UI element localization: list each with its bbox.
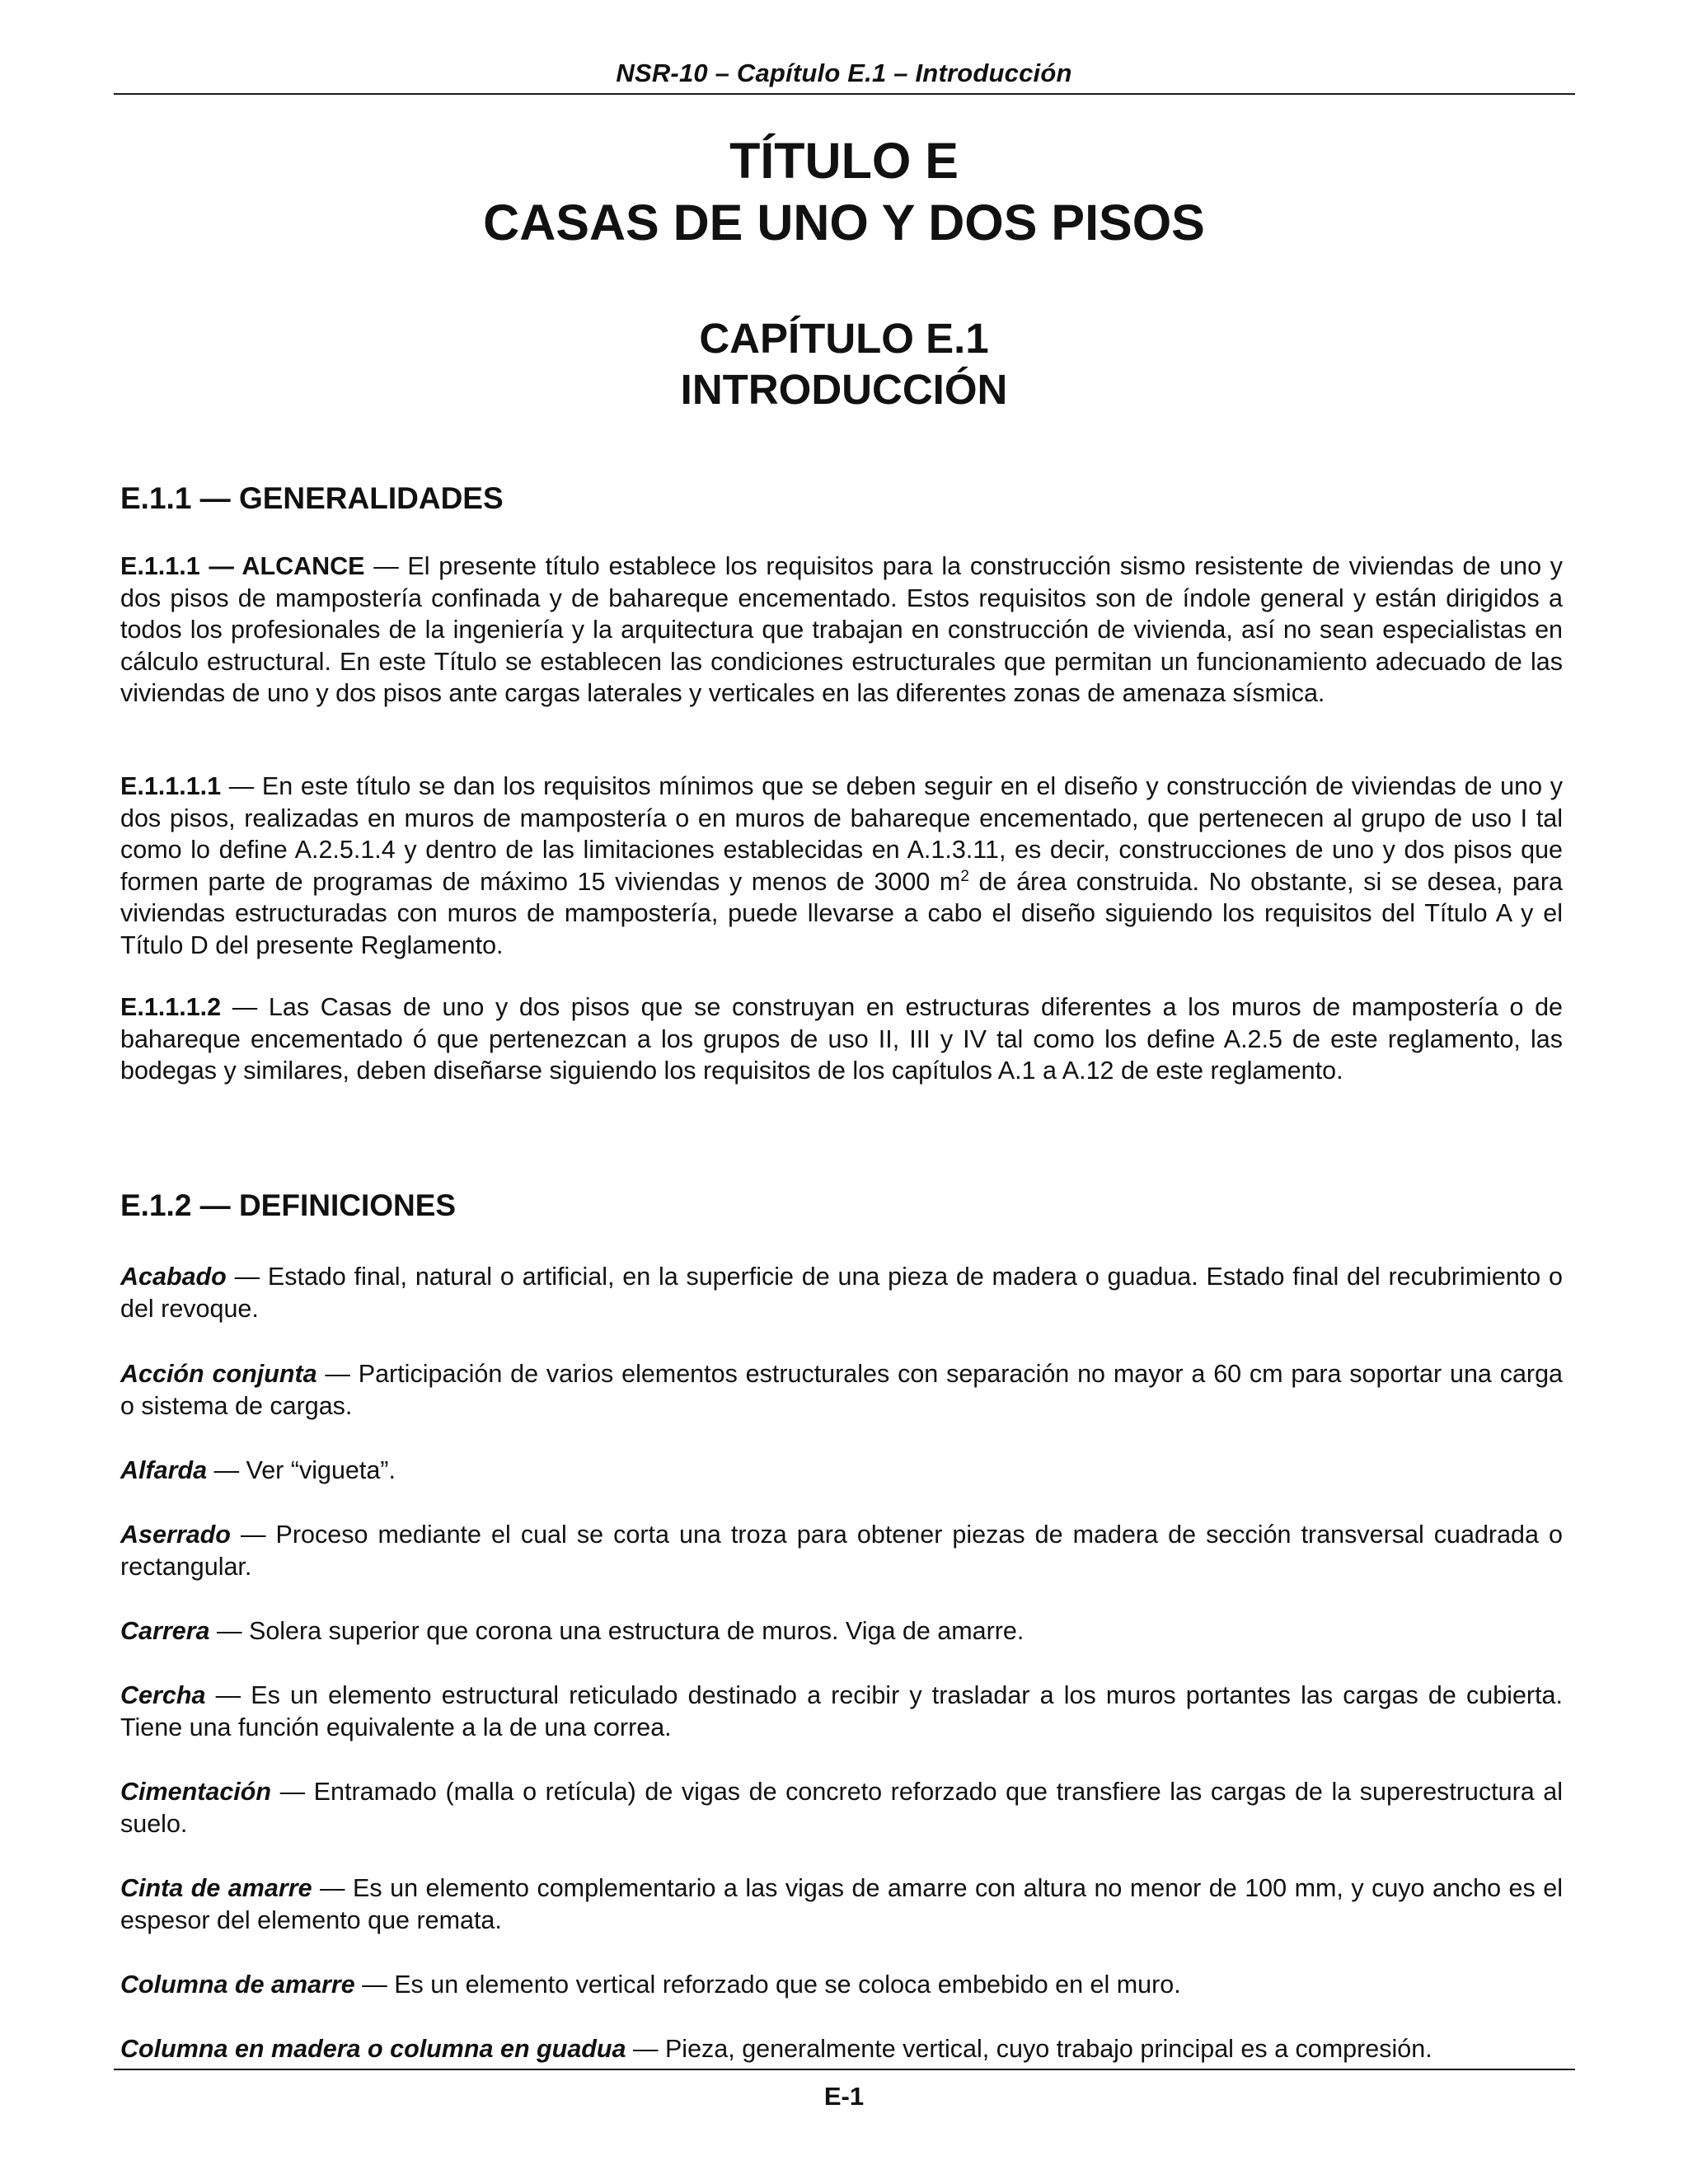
paragraph-alcance bbox=[120, 551, 1563, 710]
paragraph-text-continued: de área construida. No obstante, si se desea, para viviendas estructuradas con muros de mampostería, puede llevarse a cabo el diseño siguiendo los requisitos del Título A y el Título D del presente Reglamento. bbox=[120, 867, 1563, 959]
definition-item bbox=[120, 2033, 1563, 2065]
definition-term: Acción conjunta bbox=[120, 1360, 317, 1388]
definition-text: — Estado final, natural o artificial, en la superficie de una pieza de madera o guadua. Estado final del recubrimiento o del revoque. bbox=[120, 1263, 1563, 1323]
running-header: NSR-10 – Capítulo E.1 – Introducción bbox=[616, 59, 1072, 87]
definition-item bbox=[120, 1776, 1563, 1840]
section-heading-generalidades: E.1.1 — GENERALIDADES bbox=[120, 481, 504, 515]
paragraph-e1112 bbox=[120, 991, 1563, 1087]
definition-item bbox=[120, 1358, 1563, 1422]
definition-text: — Es un elemento estructural reticulado destinado a recibir y trasladar a los muros portantes las cargas de cubierta. Tiene una función equivalente a la de una correa. bbox=[120, 1681, 1563, 1741]
title-line-2: CASAS DE UNO Y DOS PISOS bbox=[483, 194, 1205, 251]
paragraph-text: — Las Casas de uno y dos pisos que se construyan en estructuras diferentes a los muros de mampostería o de bahareque encementado ó que pertenezcan a los grupos de uso II, III y IV tal como los define A.2.5 de este reglamento, las bodegas y similares, deben diseñarse siguiendo los requisitos de los capítulos A.1 a A.12 de este reglamento. bbox=[120, 993, 1563, 1085]
definition-item bbox=[120, 1261, 1563, 1324]
definition-term: Columna de amarre bbox=[120, 1971, 355, 1999]
definition-item bbox=[120, 1872, 1563, 1936]
definition-text: — Solera superior que corona una estructura de muros. Viga de amarre. bbox=[209, 1617, 1025, 1645]
chapter-block bbox=[0, 313, 1688, 415]
title-block bbox=[0, 130, 1688, 254]
definition-item bbox=[120, 1455, 1563, 1487]
paragraph-number: E.1.1.1 — ALCANCE bbox=[120, 552, 365, 580]
definition-text: — Participación de varios elementos estructurales con separación no mayor a 60 cm para soportar una carga o sistema de cargas. bbox=[120, 1360, 1563, 1420]
definition-term: Acabado bbox=[120, 1263, 227, 1291]
paragraph-number: E.1.1.1.1 bbox=[120, 772, 222, 800]
definition-term: Carrera bbox=[120, 1617, 210, 1645]
definition-item bbox=[120, 1969, 1563, 2001]
definition-item bbox=[120, 1615, 1563, 1647]
section-heading-definiciones: E.1.2 — DEFINICIONES bbox=[120, 1188, 457, 1222]
chapter-line-2: INTRODUCCIÓN bbox=[680, 366, 1008, 413]
definition-term: Alfarda bbox=[120, 1456, 208, 1484]
definition-item bbox=[120, 1519, 1563, 1582]
superscript: 2 bbox=[960, 867, 969, 885]
definition-item bbox=[120, 1680, 1563, 1743]
definition-term: Cimentación bbox=[120, 1778, 272, 1806]
paragraph-text: — En este título se dan los requisitos mínimos que se deben seguir en el diseño y construcción de viviendas de uno y dos pisos, realizadas en muros de mampostería o en muros de bahareque encementado, que pertenecen al grupo de uso I tal como lo define A.2.5.1.4 y dentro de las limitaciones establecidas en A.1.3.11, es decir, construcciones de uno y dos pisos que formen parte de programas de máximo 15 viviendas y menos de 3000 m bbox=[120, 772, 1563, 896]
paragraph-e1111 bbox=[120, 771, 1563, 961]
definition-text: — Ver “vigueta”. bbox=[207, 1456, 396, 1484]
paragraph-text: — El presente título establece los requisitos para la construcción sismo resistente de viviendas de uno y dos pisos de mampostería confinada y de bahareque encementado. Estos requisitos son de índole general y están dirigidos a todos los profesionales de la ingeniería y la arquitectura que trabajan en construcción de vivienda, así no sean especialistas en cálculo estructural. En este Título se establecen las condiciones estructurales que permitan un funcionamiento adecuado de las viviendas de uno y dos pisos ante cargas laterales y verticales en las diferentes zonas de amenaza sísmica. bbox=[120, 552, 1563, 707]
definition-text: — Es un elemento vertical reforzado que se coloca embebido en el muro. bbox=[354, 1971, 1181, 1999]
chapter-line-1: CAPÍTULO E.1 bbox=[699, 315, 989, 362]
definition-text: — Proceso mediante el cual se corta una troza para obtener piezas de madera de sección transversal cuadrada o rectangular. bbox=[120, 1521, 1563, 1581]
definition-text: — Es un elemento complementario a las vigas de amarre con altura no menor de 100 mm, y cuyo ancho es el espesor del elemento que remata. bbox=[120, 1874, 1563, 1934]
definition-term: Aserrado bbox=[120, 1521, 231, 1549]
definition-text: — Pieza, generalmente vertical, cuyo trabajo principal es a compresión. bbox=[626, 2035, 1432, 2063]
header-rule bbox=[114, 93, 1575, 95]
title-line-1: TÍTULO E bbox=[729, 133, 959, 189]
definition-text: — Entramado (malla o retícula) de vigas de concreto reforzado que transfiere las cargas de la superestructura al suelo. bbox=[120, 1778, 1563, 1838]
page-number: E-1 bbox=[823, 2082, 865, 2111]
definition-term: Columna en madera o columna en guadua bbox=[120, 2035, 626, 2063]
footer-rule bbox=[114, 2069, 1575, 2070]
definition-term: Cinta de amarre bbox=[120, 1874, 312, 1902]
paragraph-number: E.1.1.1.2 bbox=[120, 993, 222, 1021]
definition-term: Cercha bbox=[120, 1681, 206, 1709]
